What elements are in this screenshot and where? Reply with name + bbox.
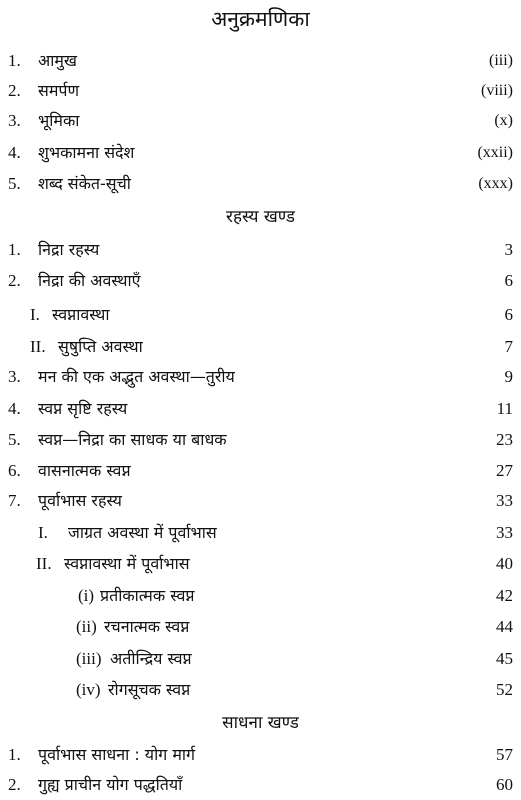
entry-number: 4. bbox=[8, 143, 21, 162]
entry-page-number: 42 bbox=[496, 586, 513, 605]
entry-title: निद्रा रहस्य bbox=[38, 240, 100, 259]
entry-number: 1. bbox=[8, 745, 21, 764]
toc-subentry bbox=[0, 646, 521, 672]
section-heading-rahasya-khand: रहस्य खण्ड bbox=[226, 207, 295, 227]
entry-number: 3. bbox=[8, 367, 21, 386]
entry-number: I. bbox=[30, 305, 40, 324]
entry-number: 2. bbox=[8, 271, 21, 290]
page-title: अनुक्रमणिका bbox=[211, 7, 310, 31]
entry-number: II. bbox=[30, 337, 46, 356]
entry-page-number: (iii) bbox=[489, 52, 513, 69]
entry-page-number: 57 bbox=[496, 745, 513, 764]
toc-entry bbox=[0, 48, 521, 74]
entry-page-number: (xxii) bbox=[477, 144, 513, 161]
entry-title: स्वप्नावस्था में पूर्वाभास bbox=[64, 554, 190, 573]
entry-title: रचनात्मक स्वप्न bbox=[104, 617, 190, 636]
section-heading-sadhana-khand: साधना खण्ड bbox=[222, 713, 299, 733]
toc-subentry bbox=[0, 334, 521, 360]
toc-entry bbox=[0, 742, 521, 768]
entry-title: अतीन्द्रिय स्वप्न bbox=[110, 649, 192, 668]
toc-entry bbox=[0, 268, 521, 294]
entry-title: शुभकामना संदेश bbox=[38, 143, 135, 162]
entry-title: भूमिका bbox=[38, 111, 80, 130]
entry-title: स्वप्नावस्था bbox=[52, 305, 110, 324]
entry-number: 3. bbox=[8, 111, 21, 130]
entry-title: समर्पण bbox=[38, 81, 80, 100]
entry-title: वासनात्मक स्वप्न bbox=[38, 461, 131, 480]
entry-title: पूर्वाभास रहस्य bbox=[38, 491, 122, 510]
toc-subentry bbox=[0, 614, 521, 640]
entry-number: 6. bbox=[8, 461, 21, 480]
entry-number: 5. bbox=[8, 430, 21, 449]
entry-title: मन की एक अद्भुत अवस्था—तुरीय bbox=[38, 367, 235, 386]
entry-page-number: 44 bbox=[496, 617, 513, 636]
entry-title: शब्द संकेत-सूची bbox=[38, 174, 131, 193]
toc-entry bbox=[0, 78, 521, 104]
toc-entry bbox=[0, 108, 521, 134]
toc-entry bbox=[0, 772, 521, 798]
entry-page-number: 45 bbox=[496, 649, 513, 668]
toc-entry bbox=[0, 237, 521, 263]
entry-title: स्वप्न सृष्टि रहस्य bbox=[38, 399, 128, 418]
entry-number: II. bbox=[36, 554, 52, 573]
entry-number: 2. bbox=[8, 81, 21, 100]
entry-title: रोगसूचक स्वप्न bbox=[108, 680, 191, 699]
entry-number: (iii) bbox=[76, 649, 102, 668]
entry-number: (iv) bbox=[76, 680, 101, 699]
entry-number: 4. bbox=[8, 399, 21, 418]
entry-page-number: 60 bbox=[496, 775, 513, 794]
entry-page-number: 7 bbox=[504, 337, 513, 356]
toc-entry bbox=[0, 364, 521, 390]
toc-subentry bbox=[0, 677, 521, 703]
entry-title: स्वप्न—निद्रा का साधक या बाधक bbox=[38, 430, 227, 449]
toc-entry bbox=[0, 171, 521, 197]
entry-number: (i) bbox=[78, 586, 95, 605]
entry-title: निद्रा की अवस्थाएँ bbox=[38, 271, 141, 290]
toc-subentry bbox=[0, 302, 521, 328]
entry-number: 7. bbox=[8, 491, 21, 510]
entry-page-number: (xxx) bbox=[478, 175, 513, 192]
entry-page-number: 3 bbox=[504, 240, 513, 259]
toc-subentry bbox=[0, 551, 521, 577]
toc-entry bbox=[0, 458, 521, 484]
entry-number: 1. bbox=[8, 240, 21, 259]
entry-title: प्रतीकात्मक स्वप्न bbox=[100, 586, 195, 605]
entry-page-number: 23 bbox=[496, 430, 513, 449]
entry-page-number: 9 bbox=[504, 367, 513, 386]
entry-number: 1. bbox=[8, 51, 21, 70]
toc-entry bbox=[0, 488, 521, 514]
entry-page-number: 33 bbox=[496, 491, 513, 510]
entry-page-number: 6 bbox=[504, 271, 513, 290]
entry-page-number: 33 bbox=[496, 523, 513, 542]
entry-title: गुह्य प्राचीन योग पद्धतियाँ bbox=[38, 775, 183, 794]
entry-page-number: 6 bbox=[504, 305, 513, 324]
entry-page-number: (viii) bbox=[481, 82, 513, 99]
entry-page-number: 52 bbox=[496, 680, 513, 699]
entry-page-number: 40 bbox=[496, 554, 513, 573]
toc-entry bbox=[0, 427, 521, 453]
entry-number: 5. bbox=[8, 174, 21, 193]
entry-number: (ii) bbox=[76, 617, 97, 636]
entry-page-number: (x) bbox=[494, 112, 513, 129]
entry-title: सुषुप्ति अवस्था bbox=[58, 337, 143, 356]
entry-title: जाग्रत अवस्था में पूर्वाभास bbox=[68, 523, 217, 542]
entry-page-number: 11 bbox=[496, 399, 513, 418]
toc-subentry bbox=[0, 583, 521, 609]
entry-number: 2. bbox=[8, 775, 21, 794]
entry-title: आमुख bbox=[38, 51, 78, 70]
toc-entry bbox=[0, 140, 521, 166]
toc-entry bbox=[0, 396, 521, 422]
entry-page-number: 27 bbox=[496, 461, 513, 480]
toc-subentry bbox=[0, 520, 521, 546]
entry-number: I. bbox=[38, 523, 48, 542]
entry-title: पूर्वाभास साधना : योग मार्ग bbox=[38, 745, 196, 764]
